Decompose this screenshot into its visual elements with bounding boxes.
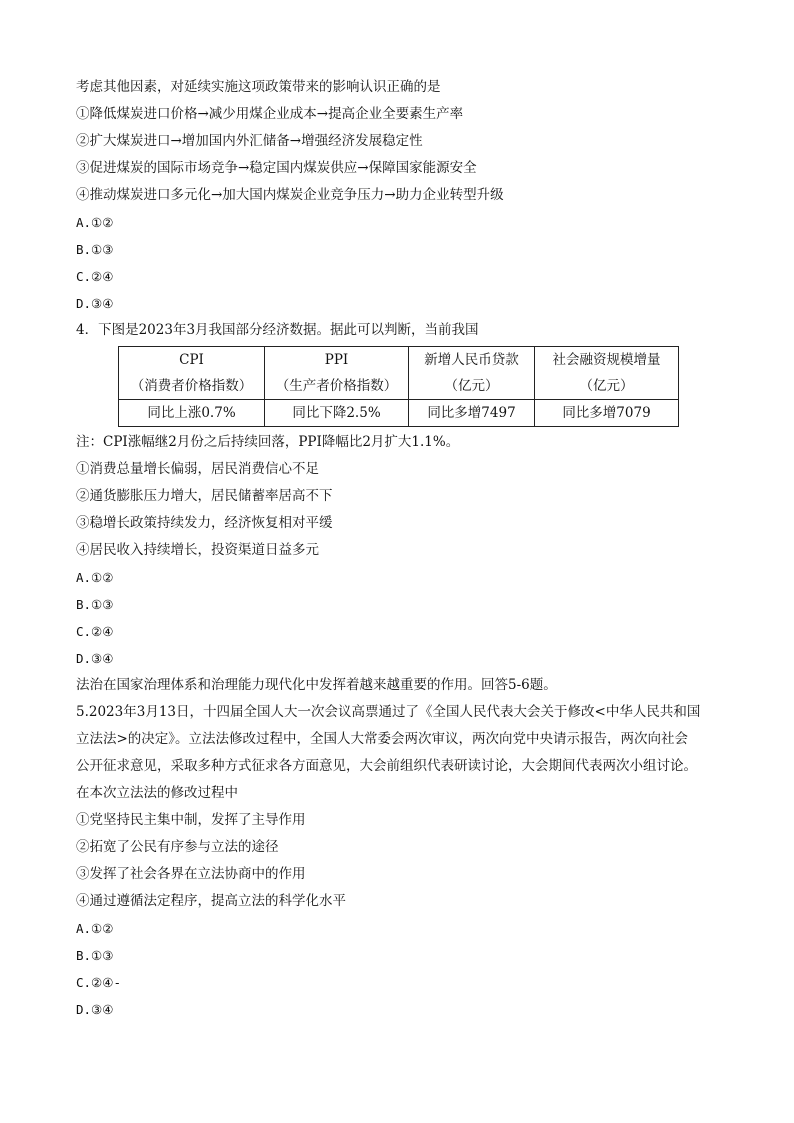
q5-option-b: B.①③ [76, 948, 114, 963]
header-social-financing: 社会融资规模增量 （亿元） [535, 347, 679, 400]
q5-option-d: D.③④ [76, 1002, 114, 1017]
value-new-loans: 同比多增7497 [409, 400, 535, 427]
q4-item-4: ④居民收入持续增长，投资渠道日益多元 [76, 542, 319, 558]
value-ppi: 同比下降2.5% [265, 400, 409, 427]
economic-data-table [118, 346, 679, 427]
q4-item-1: ①消费总量增长偏弱，居民消费信心不足 [76, 461, 319, 477]
q5-item-2: ②拓宽了公民有序参与立法的途径 [76, 839, 279, 855]
q5-stem-line-3: 公开征求意见，采取多种方式征求各方面意见，大会前组织代表研读讨论，大会期间代表两次小组讨论。 [76, 758, 697, 774]
q3-stem: 考虑其他因素，对延续实施这项政策带来的影响认识正确的是 [76, 79, 441, 95]
q5-item-4: ④通过遵循法定程序，提高立法的科学化水平 [76, 893, 346, 909]
table-header-row [119, 347, 679, 400]
q4-item-3: ③稳增长政策持续发力，经济恢复相对平缓 [76, 515, 333, 531]
q5-stem-line-2: 立法法>的决定》。立法法修改过程中，全国人大常委会两次审议，两次向党中央请示报告，两次向社会 [76, 731, 689, 747]
q4-option-d: D.③④ [76, 651, 114, 666]
q5-option-c: C.②④- [76, 975, 121, 990]
q3-option-d: D.③④ [76, 296, 114, 311]
q3-item-3: ③促进煤炭的国际市场竞争→稳定国内煤炭供应→保障国家能源安全 [76, 160, 477, 176]
q5-option-a: A.①② [76, 921, 114, 936]
q4-option-c: C.②④ [76, 624, 114, 639]
value-social-financing: 同比多增7079 [535, 400, 679, 427]
q3-option-b: B.①③ [76, 242, 114, 257]
header-cpi: CPI （消费者价格指数） [119, 347, 265, 400]
q3-item-4: ④推动煤炭进口多元化→加大国内煤炭企业竞争压力→助力企业转型升级 [76, 187, 504, 203]
table-value-row [119, 400, 679, 427]
q4-option-b: B.①③ [76, 597, 114, 612]
section-intro: 法治在国家治理体系和治理能力现代化中发挥着越来越重要的作用。回答5-6题。 [76, 677, 557, 693]
header-ppi: PPI （生产者价格指数） [265, 347, 409, 400]
q4-item-2: ②通货膨胀压力增大，居民储蓄率居高不下 [76, 488, 333, 504]
header-new-loans: 新增人民币贷款 （亿元） [409, 347, 535, 400]
value-cpi: 同比上涨0.7% [119, 400, 265, 427]
q4-note: 注：CPI涨幅继2月份之后持续回落，PPI降幅比2月扩大1.1%。 [76, 434, 460, 450]
q3-item-2: ②扩大煤炭进口→增加国内外汇储备→增强经济发展稳定性 [76, 133, 423, 149]
exam-page [76, 74, 736, 1023]
q4-stem: 4．下图是2023年3月我国部分经济数据。据此可以判断，当前我国 [76, 322, 479, 338]
q5-item-1: ①党坚持民主集中制，发挥了主导作用 [76, 812, 306, 828]
q5-stem-line-1: 5.2023年3月13日，十四届全国人大一次会议高票通过了《全国人民代表大会关于修改<中华人民共和国 [76, 704, 701, 720]
q3-option-c: C.②④ [76, 269, 114, 284]
q4-option-a: A.①② [76, 570, 114, 585]
q5-stem-line-4: 在本次立法法的修改过程中 [76, 785, 238, 801]
q3-option-a: A.①② [76, 215, 114, 230]
q3-item-1: ①降低煤炭进口价格→减少用煤企业成本→提高企业全要素生产率 [76, 106, 464, 122]
q5-item-3: ③发挥了社会各界在立法协商中的作用 [76, 866, 306, 882]
